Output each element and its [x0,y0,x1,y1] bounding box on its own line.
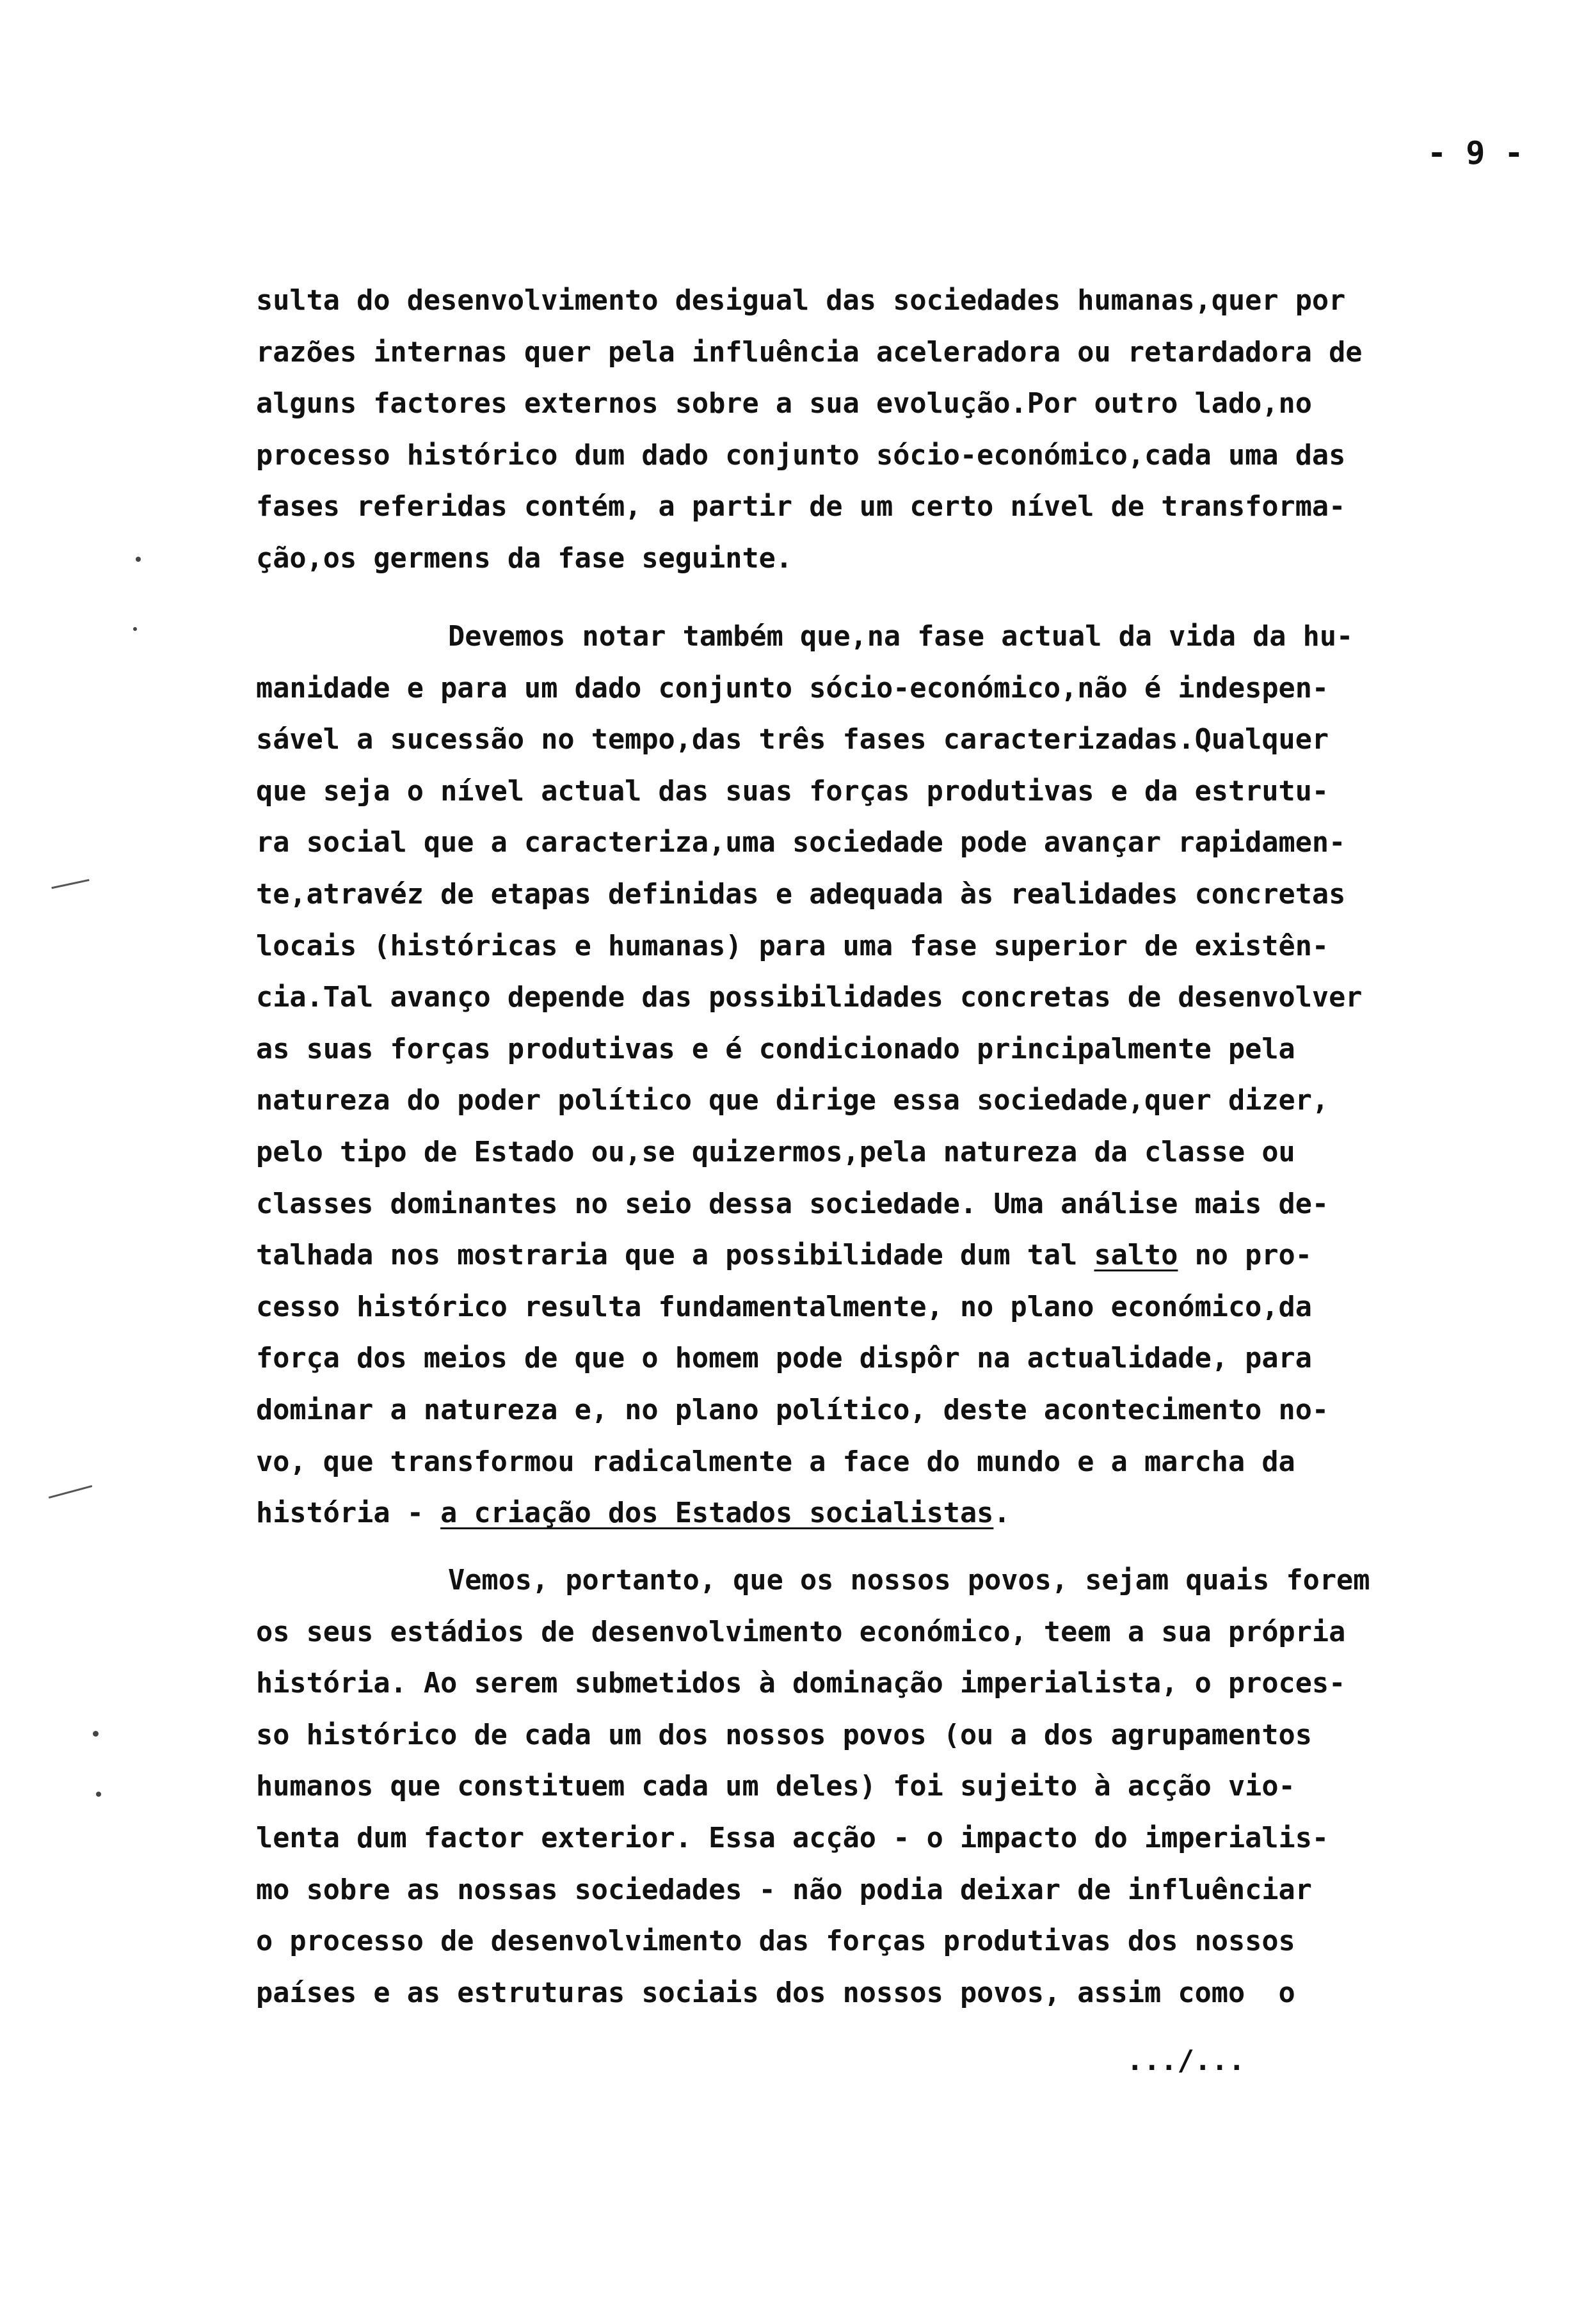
text-line: humanos que constituem cada um deles) foi sujeito à acção vio- [256,1771,1295,1803]
text-segment: talhada nos mostraria que a possibilidade dum tal [256,1239,1094,1272]
text-line: Vemos, portanto, que os nossos povos, sejam quais forem [448,1564,1370,1596]
text-line: força dos meios de que o homem pode dispôr na actualidade, para [256,1342,1312,1375]
text-line: história. Ao serem submetidos à dominação imperialista, o proces- [256,1667,1346,1700]
text-line: sulta do desenvolvimento desigual das sociedades humanas,quer por [256,285,1346,317]
text-line: cia.Tal avanço depende das possibilidades concretas de desenvolver [256,982,1363,1014]
text-line: natureza do poder político que dirige essa sociedade,quer dizer, [256,1085,1329,1117]
scan-speck [93,1731,99,1737]
text-line: classes dominantes no seio dessa sociedade. Uma análise mais de- [256,1188,1329,1220]
paragraph-2 [256,611,1523,1540]
text-line: o processo de desenvolvimento das forças produtivas dos nossos [256,1925,1295,1958]
text-line: os seus estádios de desenvolvimento económico, teem a sua própria [256,1616,1346,1648]
text-line: cesso histórico resulta fundamentalmente, no plano económico,da [256,1291,1312,1323]
text-line: que seja o nível actual das suas forças produtivas e da estrutu- [256,775,1329,808]
text-line: alguns factores externos sobre a sua evolução.Por outro lado,no [256,388,1312,420]
continuation-marker: .../... [1126,2044,1245,2077]
text-segment: história - [256,1497,441,1530]
text-line: fases referidas contém, a partir de um certo nível de transforma- [256,491,1346,523]
text-line: Devemos notar também que,na fase actual da vida da hu- [448,621,1354,653]
text-line: sável a sucessão no tempo,das três fases caracterizadas.Qualquer [256,724,1329,756]
text-line: razões internas quer pela influência aceleradora ou retardadora de [256,336,1363,369]
text-line [256,1230,1523,1282]
text-line: processo histórico dum dado conjunto sócio-económico,cada uma das [256,439,1346,472]
text-line: países e as estruturas sociais dos nossos povos, assim como o [256,1977,1295,2009]
text-line: as suas forças produtivas e é condicionado principalmente pela [256,1033,1295,1065]
text-line: manidade e para um dado conjunto sócio-económico,não é indespen- [256,672,1329,704]
text-line [256,1488,1523,1540]
text-line: dominar a natureza e, no plano político, deste acontecimento no- [256,1394,1329,1426]
text-line: te,atravéz de etapas definidas e adequada às realidades concretas [256,878,1346,911]
page-number: - 9 - [1427,134,1524,171]
text-line: ção,os germens da fase seguinte. [256,542,793,575]
paragraph-3 [256,1555,1523,2019]
paragraph-1 [256,275,1523,585]
scan-speck [133,627,137,631]
text-line: vo, que transformou radicalmente a face do mundo e a marcha da [256,1445,1295,1478]
text-segment: no pro- [1178,1239,1312,1272]
text-line: pelo tipo de Estado ou,se quizermos,pela natureza da classe ou [256,1136,1295,1168]
underlined-word-salto: salto [1094,1239,1178,1272]
scan-mark [51,879,89,889]
underlined-phrase-estados-socialistas: a criação dos Estados socialistas [440,1497,994,1530]
text-line: mo sobre as nossas sociedades - não podia deixar de influênciar [256,1874,1312,1906]
text-line: locais (históricas e humanas) para uma fase superior de existên- [256,930,1329,962]
scan-speck [136,557,141,562]
text-line: so histórico de cada um dos nossos povos (ou a dos agrupamentos [256,1719,1312,1751]
text-segment: . [993,1497,1011,1530]
text-line: lenta dum factor exterior. Essa acção - o impacto do imperialis- [256,1822,1329,1854]
text-line: ra social que a caracteriza,uma sociedade pode avançar rapidamen- [256,827,1346,859]
scan-mark [49,1485,92,1499]
scan-speck [96,1792,101,1797]
